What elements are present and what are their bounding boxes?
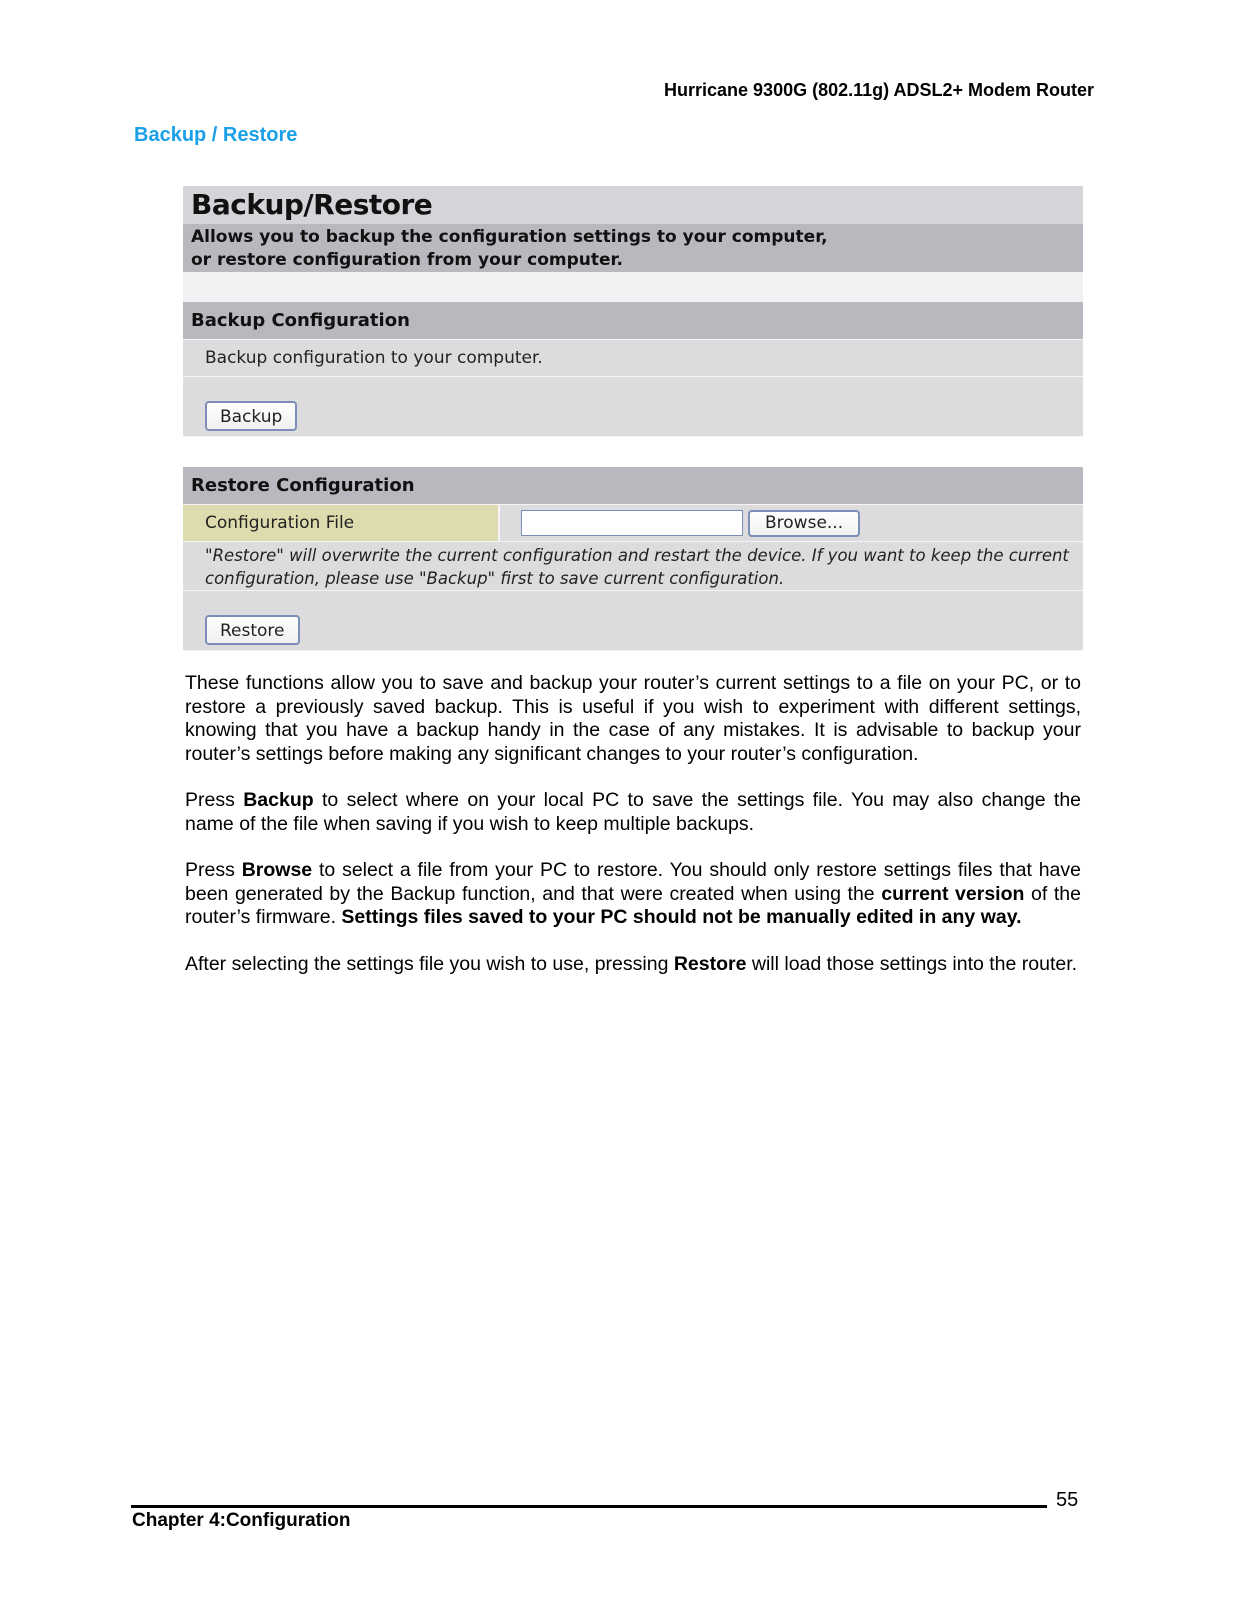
- bold-text: Browse: [241, 859, 313, 881]
- spacer: [183, 437, 1083, 467]
- bold-text: Settings files saved to your PC should not be manually edited in any way.: [341, 906, 1022, 928]
- ui-desc-line2: or restore configuration from your computer.: [191, 250, 623, 270]
- bold-text: current version: [881, 882, 1025, 905]
- chapter-label: Chapter 4:Configuration: [132, 1510, 351, 1531]
- backup-button[interactable]: Backup: [205, 401, 297, 431]
- text: Press: [185, 789, 244, 811]
- configuration-file-row: [183, 505, 1083, 542]
- text: After selecting the settings file you wish to use, pressing: [185, 952, 674, 975]
- document-header-title: Hurricane 9300G (802.11g) ADSL2+ Modem Router: [664, 80, 1094, 100]
- bold-text: Backup: [243, 789, 314, 811]
- paragraph-2: [185, 789, 1081, 836]
- paragraph-4: [185, 953, 1081, 977]
- text: of the router’s firmware.: [185, 882, 1081, 928]
- ui-page-title: Backup/Restore: [183, 186, 1083, 224]
- ui-desc-line1: Allows you to backup the configuration settings to your computer,: [191, 227, 828, 247]
- browse-button[interactable]: Browse...: [748, 510, 860, 537]
- restore-button[interactable]: Restore: [205, 615, 300, 645]
- backup-button-row: [183, 377, 1083, 437]
- text: to select a file from your PC to restore. You should only restore settings files that have been generated by the Backup function, and that were created when using the: [185, 859, 1081, 905]
- restore-section-heading: Restore Configuration: [183, 467, 1083, 505]
- router-ui-screenshot: [183, 186, 1083, 651]
- ui-page-description: [183, 224, 1083, 272]
- text: Press: [185, 859, 242, 881]
- section-title: Backup / Restore: [134, 124, 298, 146]
- configuration-file-label: Configuration File: [183, 505, 500, 541]
- bold-text: Restore: [673, 952, 747, 975]
- configuration-file-input[interactable]: [521, 510, 743, 536]
- text: to select where on your local PC to save the settings file. You may also change the name of the file when saving if you wish to keep multiple backups.: [185, 789, 1082, 835]
- paragraph-3: [185, 859, 1081, 930]
- restore-warning-note: "Restore" will overwrite the current configuration and restart the device. If you want to keep the current configuration, please use "Backup" first to save current configuration.: [183, 542, 1083, 591]
- backup-description: Backup configuration to your computer.: [183, 340, 1083, 377]
- body-text: [185, 672, 1081, 999]
- page-number: 55: [1056, 1489, 1079, 1511]
- footer-divider: [131, 1505, 1047, 1508]
- file-picker: [500, 505, 860, 541]
- paragraph-1: These functions allow you to save and backup your router’s current settings to a file on your PC, or to restore a previously saved backup. This is useful if you wish to experiment with different settings, knowing that you have a backup handy in the case of any mistakes. It is advisable to backup your router’s settings before making any significant changes to your router’s configuration.: [185, 672, 1081, 765]
- backup-section-heading: Backup Configuration: [183, 302, 1083, 340]
- spacer: [183, 272, 1083, 302]
- text: will load those settings into the router.: [746, 952, 1078, 975]
- restore-button-row: [183, 591, 1083, 651]
